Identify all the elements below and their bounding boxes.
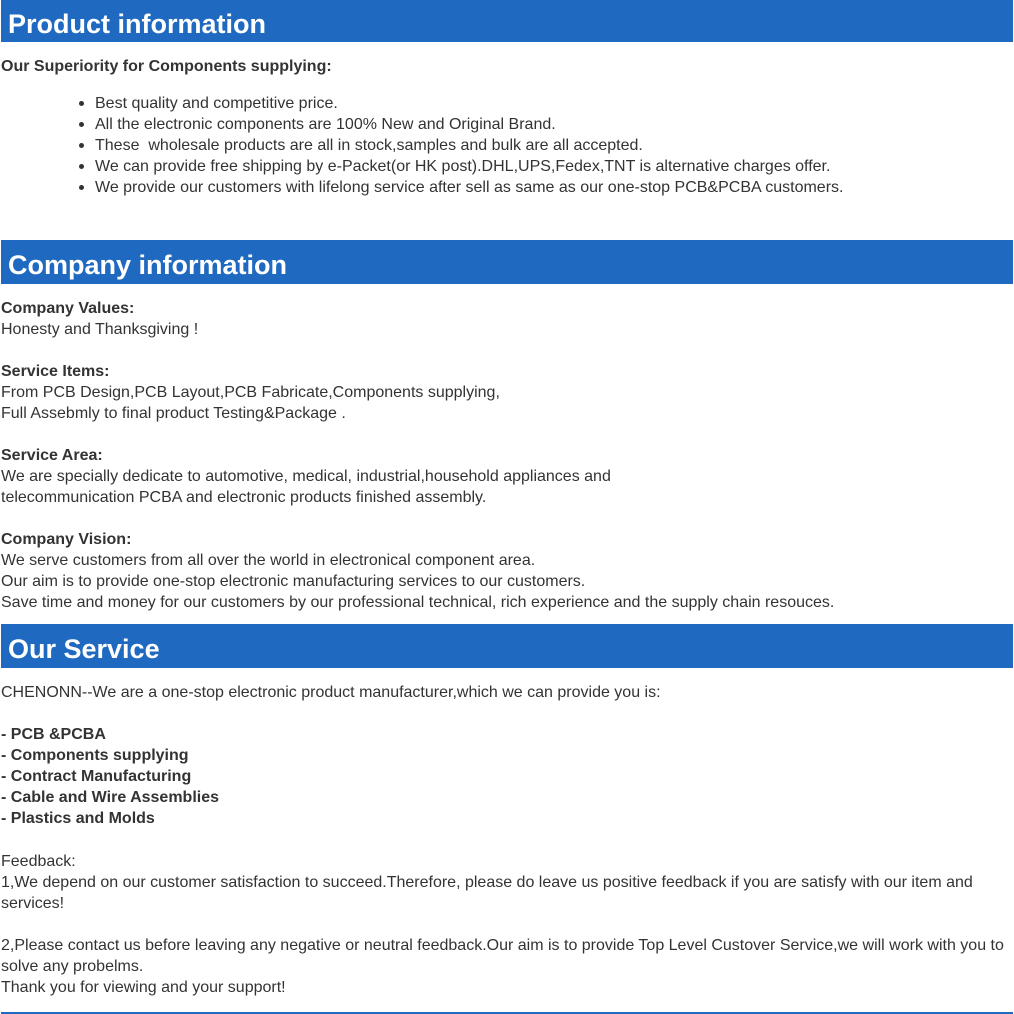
list-item: - PCB &PCBA	[1, 726, 106, 743]
company-vision-label: Company Vision:	[1, 531, 132, 548]
list-item: - Cable and Wire Assemblies	[1, 789, 219, 806]
list-item: All the electronic components are 100% New and Original Brand.	[95, 114, 843, 135]
product-information-header: Product information	[1, 0, 1013, 42]
feedback-paragraph: 1,We depend on our customer satisfaction to succeed.Therefore, please do leave us positive feedback if you are satisfy with our item and services!	[1, 874, 973, 912]
company-info-block	[1, 298, 1011, 613]
service-block	[1, 682, 1011, 829]
feedback-label: Feedback:	[1, 853, 76, 870]
service-area-line: We are specially dedicate to automotive, medical, industrial,household appliances and	[1, 468, 611, 485]
list-item: These wholesale products are all in stock,samples and bulk are all accepted.	[95, 135, 843, 156]
company-vision-line: Save time and money for our customers by our professional technical, rich experience and the supply chain resouces.	[1, 594, 835, 611]
list-item: - Components supplying	[1, 747, 189, 764]
list-item: - Contract Manufacturing	[1, 768, 192, 785]
superiority-title: Our Superiority for Components supplying:	[1, 58, 332, 75]
company-vision-line: Our aim is to provide one-stop electronic manufacturing services to our customers.	[1, 573, 586, 590]
service-items-line: Full Assebmly to final product Testing&Package .	[1, 405, 346, 422]
company-information-header: Company information	[1, 240, 1013, 284]
superiority-list	[95, 93, 843, 198]
feedback-paragraph: 2,Please contact us before leaving any negative or neutral feedback.Our aim is to provide Top Level Custover Service,we will work with you to solve any probelms.	[1, 937, 1004, 975]
thanks-text: Thank you for viewing and your support!	[1, 979, 286, 996]
company-values-label: Company Values:	[1, 300, 135, 317]
feedback-block	[1, 851, 1011, 998]
list-item: - Plastics and Molds	[1, 810, 155, 827]
service-area-label: Service Area:	[1, 447, 103, 464]
list-item: We provide our customers with lifelong service after sell as same as our one-stop PCB&PCBA customers.	[95, 179, 844, 196]
list-item: We can provide free shipping by e-Packet(or HK post).DHL,UPS,Fedex,TNT is alternative charges offer.	[95, 156, 843, 177]
our-service-header: Our Service	[1, 624, 1013, 668]
list-item: Best quality and competitive price.	[95, 93, 843, 114]
company-vision-line: We serve customers from all over the world in electronical component area.	[1, 552, 536, 569]
company-values-text: Honesty and Thanksgiving !	[1, 321, 199, 338]
service-intro: CHENONN--We are a one-stop electronic product manufacturer,which we can provide you is:	[1, 684, 661, 701]
service-items-label: Service Items:	[1, 363, 110, 380]
service-area-line: telecommunication PCBA and electronic products finished assembly.	[1, 489, 487, 506]
service-items-line: From PCB Design,PCB Layout,PCB Fabricate,Components supplying,	[1, 384, 500, 401]
